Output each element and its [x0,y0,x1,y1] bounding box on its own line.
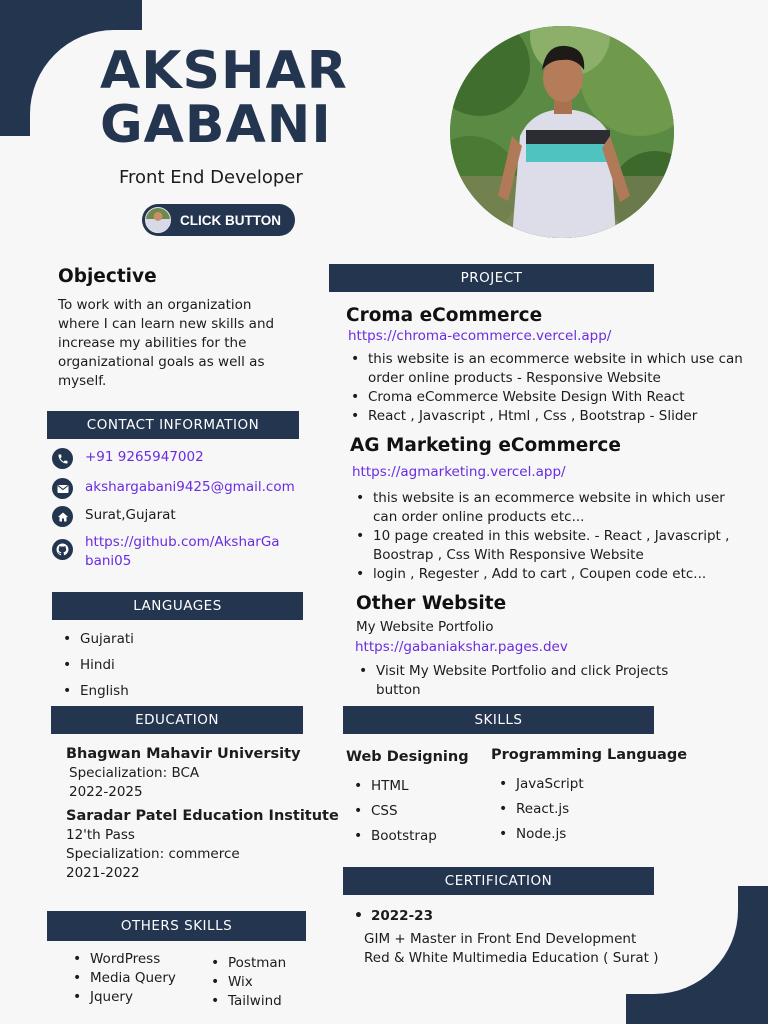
education-school: Bhagwan Mahavir University [66,746,301,762]
github-icon [52,539,73,560]
project-name: AG Marketing eCommerce [350,435,621,456]
project-url[interactable]: https://gabaniakshar.pages.dev [355,639,568,655]
list-item: • this website is an ecommerce website in which user can order online products etc... [351,489,746,527]
contact-section-header [47,411,299,439]
contact-location-row [52,506,176,527]
contact-email-row [52,478,295,499]
profile-photo [450,26,674,238]
list-item: • English [58,678,134,704]
github-url-line2: bani05 [85,553,132,569]
list-item: • HTML [349,774,437,799]
list-item: • Wix [206,973,286,992]
list-item: • login , Regester , Add to cart , Coupen code etc... [351,565,746,584]
education-entry [66,745,346,802]
list-item: • React.js [494,797,584,822]
list-item: • Hindi [58,652,134,678]
candidate-name [100,41,350,155]
skills-prog-title: Programming Language [491,747,688,763]
phone-icon [52,448,73,469]
contact-phone-row [52,448,204,469]
list-item: • React , Javascript , Html , Css , Bootstrap - Slider [346,407,746,426]
list-item: • WordPress [68,950,176,969]
project-bullets [351,489,746,584]
education-school: Saradar Patel Education Institute [66,808,339,824]
certification-institute: Red & White Multimedia Education ( Surat ) [364,950,659,966]
certification-course: GIM + Master in Front End Development [364,931,637,947]
certification-year: • 2022-23 [349,907,433,926]
other-skills-section-title: OTHERS SKILLS [120,918,233,934]
education-entry [66,807,346,883]
other-skills-list-col1 [68,950,176,1007]
objective-text: To work with an organization where I can learn new skills and increase my abilities for the organizational goals as well as myself. [58,297,275,389]
other-skills-section-header [47,911,306,941]
contact-phone[interactable]: +91 9265947002 [85,449,204,465]
languages-list [58,626,134,704]
list-item: • Bootstrap [349,824,437,849]
education-years: 2022-2025 [69,784,143,800]
skills-web-title: Web Designing [346,749,469,765]
home-icon [52,506,73,527]
contact-section-title: CONTACT INFORMATION [86,417,260,433]
list-item: • this website is an ecommerce website in which use can order online products - Responsive Website [346,350,746,388]
languages-section-header [52,592,303,620]
click-button-label: CLICK BUTTON [180,212,281,228]
list-item: • 10 page created in this website. - React , Javascript , Boostrap , Css With Responsive Website [351,527,746,565]
certification-entry [364,930,659,968]
click-button[interactable] [142,204,295,236]
education-detail: Specialization: commerce [66,846,240,862]
list-item: • Visit My Website Portfolio and click Projects button [354,662,704,700]
list-item: • Media Query [68,969,176,988]
contact-github-row [52,533,280,571]
project-bullets [346,350,746,426]
skills-prog-list [494,772,584,847]
contact-github[interactable] [85,533,280,571]
job-title: Front End Developer [119,167,303,188]
first-name: AKSHAR [100,41,348,101]
github-url-line1: https://github.com/AksharGa [85,534,280,550]
certification-list [349,907,433,926]
languages-section-title: LANGUAGES [133,598,222,614]
contact-location: Surat,Gujarat [85,507,176,523]
project-section-header [329,264,654,292]
project-name: Other Website [356,593,507,614]
objective-title: Objective [58,266,157,287]
project-name: Croma eCommerce [346,305,543,326]
list-item: • Gujarati [58,626,134,652]
list-item: • JavaScript [494,772,584,797]
project-url[interactable]: https://chroma-ecommerce.vercel.app/ [348,328,612,344]
skills-section-title: SKILLS [474,712,523,728]
list-item: • Jquery [68,988,176,1007]
skills-section-header [343,706,654,734]
project-section-title: PROJECT [460,270,523,286]
last-name: GABANI [100,95,332,155]
contact-email[interactable]: akshargabani9425@gmail.com [85,479,295,495]
other-skills-list-col2 [206,954,286,1011]
list-item: • CSS [349,799,437,824]
list-item: • Tailwind [206,992,286,1011]
list-item: • Node.js [494,822,584,847]
education-detail: 12'th Pass [66,827,135,843]
education-section-title: EDUCATION [135,712,219,728]
skills-web-list [349,774,437,849]
avatar-icon [145,207,171,233]
certification-section-title: CERTIFICATION [444,873,553,889]
education-years: 2021-2022 [66,865,140,881]
education-section-header [51,706,303,734]
education-detail: Specialization: BCA [69,765,200,781]
list-item: • Croma eCommerce Website Design With React [346,388,746,407]
project-bullets [354,662,704,700]
project-url[interactable]: https://agmarketing.vercel.app/ [352,464,566,480]
email-icon [52,478,73,499]
certification-section-header [343,867,654,895]
list-item: • Postman [206,954,286,973]
project-subtitle: My Website Portfolio [356,619,494,635]
